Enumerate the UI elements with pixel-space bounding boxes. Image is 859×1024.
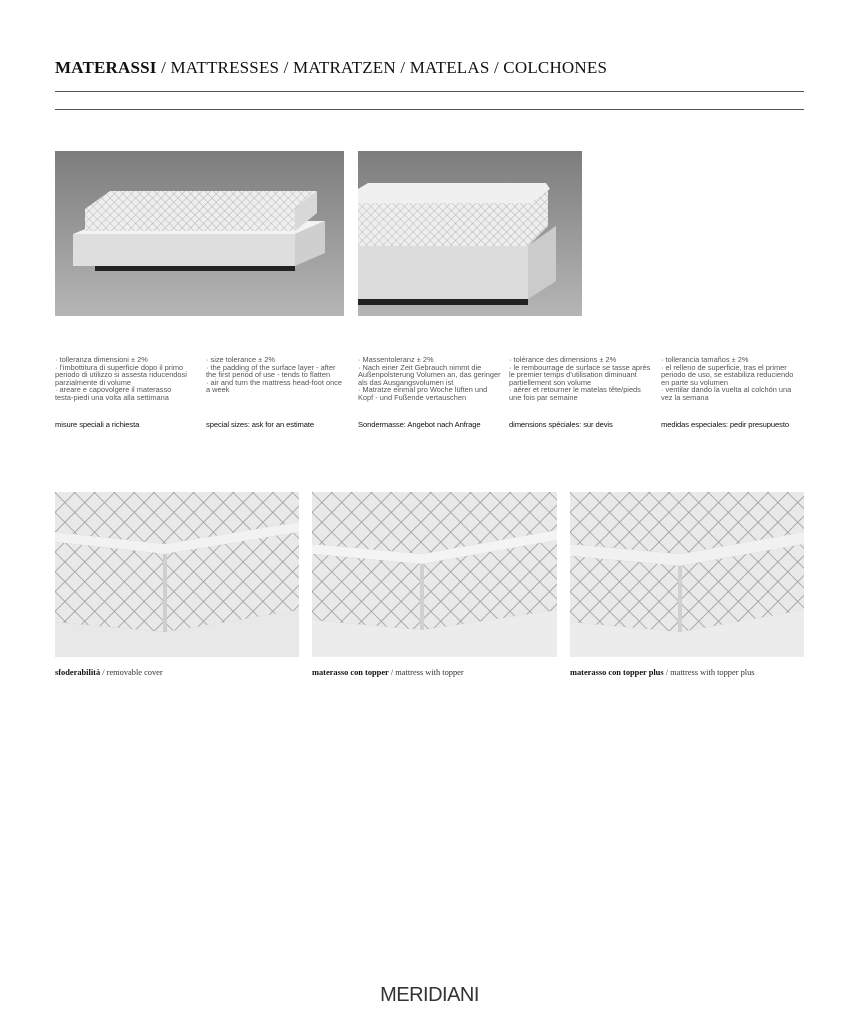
spec-line: · aérer et retourner le matelas tête/pieds — [509, 385, 641, 395]
spec-line: vez la semana — [661, 392, 709, 402]
spec-line: · areare e capovolgere il materasso — [55, 385, 172, 395]
special-sizes-note: dimensions spéciales: sur devis — [509, 420, 613, 429]
caption-mattress-with-topper — [312, 668, 464, 677]
spec-line: the first period of use - tends to flatten — [206, 370, 331, 380]
spec-line: Außenpolsterung Volumen an, das geringer — [358, 370, 501, 380]
spec-line: · the padding of the surface layer - after — [206, 362, 336, 372]
spec-line: partiellement son volume — [509, 377, 592, 387]
spec-line: periodo de uso, se estabiliza reduciendo — [661, 370, 794, 380]
caption-rest: / mattress with topper plus — [663, 668, 755, 677]
spec-line: · tolérance des dimensions ± 2% — [509, 355, 617, 364]
caption-mattress-with-topper-plus — [570, 668, 755, 677]
special-sizes-note: Sondermasse: Angebot nach Anfrage — [358, 420, 481, 429]
caption-rest: / removable cover — [100, 668, 163, 677]
spec-column-fr — [509, 355, 651, 429]
photo-mattress-with-topper — [312, 492, 557, 657]
spec-line: a week — [206, 385, 230, 395]
photo-removable-cover — [55, 492, 299, 657]
spec-line: parzialmente di volume — [55, 377, 131, 387]
special-sizes-note: medidas especiales: pedir presupuesto — [661, 420, 790, 429]
special-sizes-note: special sizes: ask for an estimate — [206, 420, 315, 429]
spec-line: · l’imbottitura di superficie dopo il primo — [55, 362, 184, 372]
caption-bold: materasso con topper plus — [570, 668, 664, 677]
spec-column-it — [55, 355, 195, 429]
spec-column-de — [358, 355, 501, 429]
header-rule-top — [55, 91, 804, 92]
spec-line: le premier temps d’utilisation diminuant — [509, 370, 637, 380]
spec-column-es — [661, 355, 801, 429]
caption-rest: / mattress with topper — [388, 668, 464, 677]
page-title-rest: / MATTRESSES / MATRATZEN / MATELAS / COLCHONES — [156, 58, 608, 77]
caption-bold: sfoderabilità — [55, 668, 101, 677]
brand-logo: MERIDIANI — [380, 984, 479, 1006]
page-title-bold: MATERASSI — [55, 58, 157, 77]
spec-line: testa-piedi una volta alla settimana — [55, 392, 169, 402]
photo-mattress-topper-bed — [358, 151, 582, 316]
spec-line: periodo di utilizzo si assesta riducendosi — [55, 370, 187, 380]
spec-line: · el relleno de superficie, tras el primer — [661, 362, 787, 372]
photo-mattress-bed — [55, 151, 344, 316]
header-rule-bottom — [55, 109, 804, 110]
spec-line: · le rembourrage de surface se tasse après — [509, 362, 651, 372]
special-sizes-note: misure speciali a richiesta — [55, 420, 140, 429]
caption-bold: materasso con topper — [312, 668, 389, 677]
spec-line: · air and turn the mattress head-foot once — [206, 377, 342, 387]
spec-line: · tolleranza dimensioni ± 2% — [55, 355, 148, 364]
photo-mattress-with-topper-plus — [570, 492, 804, 657]
spec-line: · Nach einer Zeit Gebrauch nimmt die — [358, 362, 482, 372]
spec-line: · Matratze einmal pro Woche lüften und — [358, 385, 488, 395]
spec-line: · ventilar dando la vuelta al colchón una — [661, 385, 792, 395]
spec-line: Kopf - und Fußende vertauschen — [358, 392, 467, 402]
caption-removable-cover — [55, 668, 163, 677]
spec-line: une fois par semaine — [509, 392, 578, 402]
spec-line: en parte su volumen — [661, 377, 728, 387]
page-title — [55, 58, 607, 78]
spec-line: als das Ausgangsvolumen ist — [358, 377, 454, 387]
spec-column-en — [206, 355, 346, 429]
spec-line: · Massentoleranz ± 2% — [358, 355, 434, 364]
spec-line: · tollerancia tamaños ± 2% — [661, 355, 749, 364]
spec-line: · size tolerance ± 2% — [206, 355, 275, 364]
